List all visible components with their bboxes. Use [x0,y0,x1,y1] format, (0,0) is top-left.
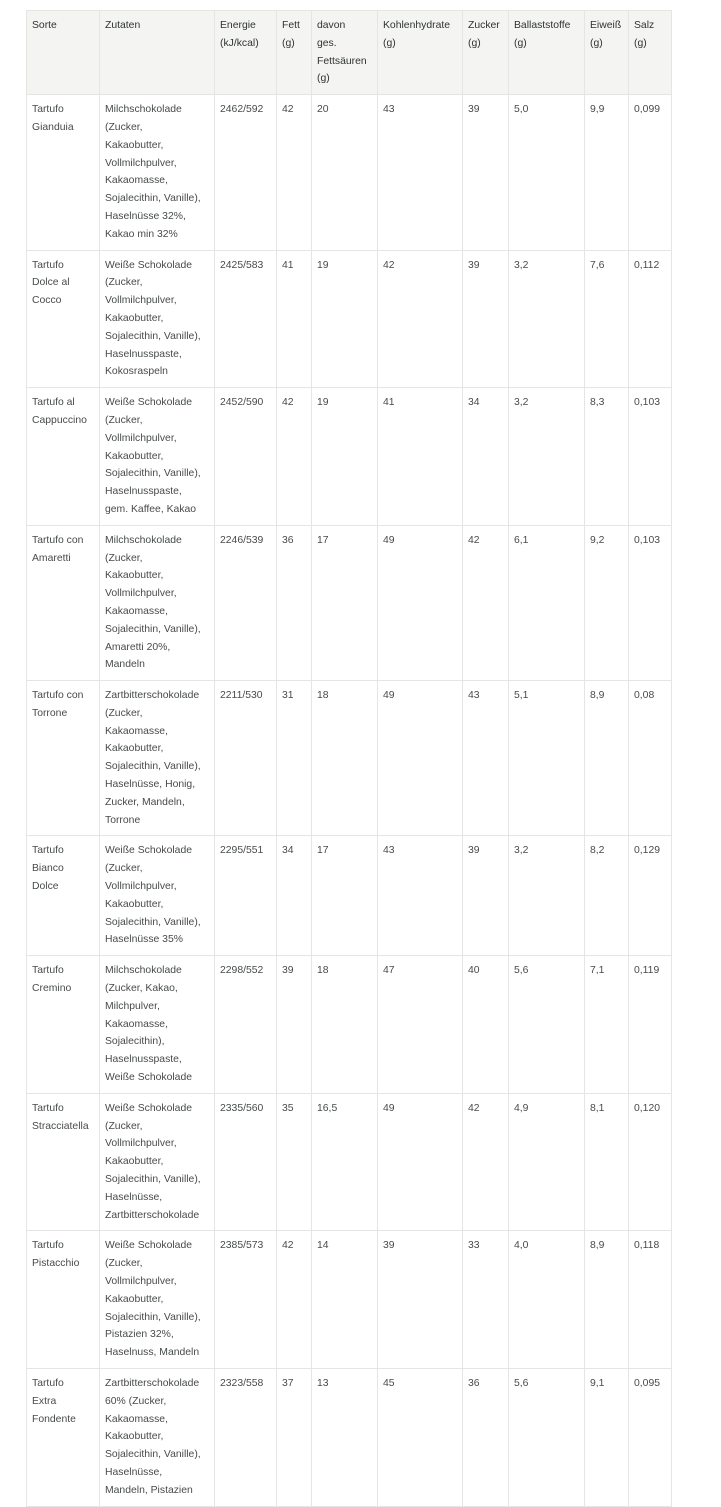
cell-zutaten [100,956,215,1094]
cell-salz: 0,119 [629,956,672,1094]
header-label: Sorte [32,20,57,31]
cell-sorte [27,956,100,1094]
header-kohlenhydrate [378,11,463,95]
cell-zutaten [100,681,215,836]
cell-fett: 35 [277,1093,312,1231]
table-row [27,525,672,680]
cell-fett: 41 [277,250,312,388]
cell-zucker: 39 [463,250,509,388]
cell-ballaststoffe: 4,0 [509,1231,585,1369]
cell-salz: 0,08 [629,681,672,836]
cell-zucker: 42 [463,1093,509,1231]
cell-sorte [27,525,100,680]
cell-ges: 19 [312,388,378,526]
cell-text: Milchschokolade (Zucker, Kakaobutter, Vollmilchpulver, Kakaomasse, Sojalecithin, Vanille), Amaretti 20%, Mandeln [105,534,201,671]
cell-ballaststoffe: 5,6 [509,1368,585,1506]
cell-text: Weiße Schokolade (Zucker, Vollmilchpulver, Kakaobutter, Sojalecithin, Vanille), Haselnusspaste, Kokosraspeln [105,259,201,378]
table-row [27,681,672,836]
cell-text: Weiße Schokolade (Zucker, Vollmilchpulver, Kakaobutter, Sojalecithin, Vanille), Haselnüsse 35% [105,845,201,946]
cell-ballaststoffe: 5,1 [509,681,585,836]
cell-energie: 2335/560 [215,1093,277,1231]
header-label: Fett (g) [282,20,300,49]
cell-energie: 2385/573 [215,1231,277,1369]
cell-ballaststoffe: 3,2 [509,836,585,956]
cell-energie: 2246/539 [215,525,277,680]
cell-fett: 31 [277,681,312,836]
cell-ges: 19 [312,250,378,388]
cell-text: Weiße Schokolade (Zucker, Vollmilchpulver, Kakaobutter, Sojalecithin, Vanille), Haselnusspaste, gem. Kaffee, Kakao [105,397,201,515]
cell-text: Tartufo con Torrone [32,690,84,719]
cell-sorte [27,388,100,526]
cell-text: Tartufo Dolce al Cocco [32,259,70,307]
header-label: Zutaten [105,20,141,31]
cell-ballaststoffe: 3,2 [509,250,585,388]
cell-eiweiss: 9,2 [585,525,629,680]
cell-eiweiss: 8,2 [585,836,629,956]
cell-kohlenhydrate: 43 [378,836,463,956]
cell-energie: 2452/590 [215,388,277,526]
cell-kohlenhydrate: 43 [378,95,463,250]
header-label: davon ges. Fettsäuren (g) [317,20,367,85]
cell-zutaten [100,1231,215,1369]
cell-zucker: 33 [463,1231,509,1369]
cell-eiweiss: 8,9 [585,1231,629,1369]
cell-text: Weiße Schokolade (Zucker, Vollmilchpulver, Kakaobutter, Sojalecithin, Vanille), Haselnüsse, Zartbitterschokolade [105,1102,201,1221]
nutrition-table [26,10,672,1507]
cell-kohlenhydrate: 41 [378,388,463,526]
cell-energie: 2298/552 [215,956,277,1094]
cell-sorte [27,250,100,388]
cell-sorte [27,1231,100,1369]
cell-text: Tartufo Bianco Dolce [32,845,64,893]
cell-eiweiss: 9,9 [585,95,629,250]
cell-ges: 17 [312,525,378,680]
header-fett [277,11,312,95]
cell-fett: 37 [277,1368,312,1506]
header-sorte [27,11,100,95]
header-zucker [463,11,509,95]
cell-zutaten [100,1093,215,1231]
cell-fett: 42 [277,388,312,526]
cell-salz: 0,103 [629,525,672,680]
cell-energie: 2323/558 [215,1368,277,1506]
cell-text: Tartufo con Amaretti [32,534,84,564]
cell-ges: 13 [312,1368,378,1506]
header-zutaten [100,11,215,95]
header-gesaettigte-fettsaeuren [312,11,378,95]
table-row [27,1093,672,1231]
cell-text: Weiße Schokolade (Zucker, Vollmilchpulver, Kakaobutter, Sojalecithin, Vanille), Pistazien 32%, Haselnuss, Mandeln [105,1240,201,1359]
cell-ges: 17 [312,836,378,956]
cell-eiweiss: 8,9 [585,681,629,836]
cell-salz: 0,095 [629,1368,672,1506]
cell-ges: 20 [312,95,378,250]
cell-zucker: 42 [463,525,509,680]
cell-salz: 0,129 [629,836,672,956]
cell-ges: 14 [312,1231,378,1369]
cell-text: Milchschokolade (Zucker, Kakao, Milchpulver, Kakaomasse, Sojalecithin), Haselnusspaste, Weiße Schokolade [105,965,193,1084]
cell-fett: 39 [277,956,312,1094]
cell-eiweiss: 8,1 [585,1093,629,1231]
cell-kohlenhydrate: 39 [378,1231,463,1369]
cell-ballaststoffe: 4,9 [509,1093,585,1231]
cell-sorte [27,1368,100,1506]
cell-ges: 18 [312,956,378,1094]
cell-kohlenhydrate: 49 [378,681,463,836]
table-row [27,95,672,250]
cell-ges: 16,5 [312,1093,378,1231]
cell-fett: 36 [277,525,312,680]
cell-salz: 0,103 [629,388,672,526]
cell-fett: 34 [277,836,312,956]
header-label: Energie (kJ/kcal) [220,20,259,49]
cell-energie: 2295/551 [215,836,277,956]
cell-zutaten [100,388,215,526]
cell-text: Tartufo Pistacchio [32,1240,80,1270]
header-label: Ballaststoffe (g) [514,20,571,49]
cell-kohlenhydrate: 49 [378,525,463,680]
cell-ballaststoffe: 5,6 [509,956,585,1094]
cell-zutaten [100,525,215,680]
table-row [27,956,672,1094]
header-label: Salz (g) [634,20,655,49]
cell-kohlenhydrate: 49 [378,1093,463,1231]
cell-kohlenhydrate: 45 [378,1368,463,1506]
cell-text: Zartbitterschokolade 60% (Zucker, Kakaomasse, Kakaobutter, Sojalecithin, Vanille), Haselnüsse, Mandeln, Pistazien [105,1377,201,1496]
header-label: Kohlenhydrate (g) [383,20,451,49]
cell-text: Milchschokolade (Zucker, Kakaobutter, Vollmilchpulver, Kakaomasse, Sojalecithin, Vanille), Haselnüsse 32%, Kakao min 32% [105,104,201,240]
cell-fett: 42 [277,1231,312,1369]
cell-eiweiss: 8,3 [585,388,629,526]
table-row [27,836,672,956]
cell-ballaststoffe: 3,2 [509,388,585,526]
cell-kohlenhydrate: 42 [378,250,463,388]
cell-energie: 2462/592 [215,95,277,250]
cell-text: Tartufo Stracciatella [32,1102,89,1132]
table-row [27,388,672,526]
cell-zucker: 36 [463,1368,509,1506]
header-label: Eiweiß (g) [590,20,622,49]
cell-energie: 2425/583 [215,250,277,388]
cell-zucker: 39 [463,95,509,250]
cell-zucker: 39 [463,836,509,956]
cell-text: Tartufo Cremino [32,965,72,995]
cell-salz: 0,099 [629,95,672,250]
header-row [27,11,672,95]
header-ballaststoffe [509,11,585,95]
cell-sorte [27,681,100,836]
cell-eiweiss: 7,1 [585,956,629,1094]
cell-eiweiss: 7,6 [585,250,629,388]
table-row [27,250,672,388]
table-row [27,1231,672,1369]
cell-sorte [27,1093,100,1231]
cell-zutaten [100,836,215,956]
cell-ballaststoffe: 6,1 [509,525,585,680]
cell-sorte [27,836,100,956]
table-header [27,11,672,95]
cell-ges: 18 [312,681,378,836]
cell-zucker: 34 [463,388,509,526]
cell-zutaten [100,1368,215,1506]
table-body [27,95,672,1506]
cell-zucker: 40 [463,956,509,1094]
cell-text: Zartbitterschokolade (Zucker, Kakaomasse, Kakaobutter, Sojalecithin, Vanille), Haselnüsse, Honig, Zucker, Mandeln, Torrone [105,690,201,826]
table-row [27,1368,672,1506]
cell-zutaten [100,250,215,388]
cell-kohlenhydrate: 47 [378,956,463,1094]
nutrition-table-container [26,10,671,1507]
cell-salz: 0,118 [629,1231,672,1369]
cell-zucker: 43 [463,681,509,836]
cell-fett: 42 [277,95,312,250]
cell-energie: 2211/530 [215,681,277,836]
cell-text: Tartufo Gianduia [32,104,74,133]
cell-text: Tartufo al Cappuccino [32,397,87,426]
cell-zutaten [100,95,215,250]
cell-sorte [27,95,100,250]
cell-text: Tartufo Extra Fondente [32,1377,76,1425]
header-label: Zucker (g) [468,20,500,49]
cell-salz: 0,120 [629,1093,672,1231]
cell-salz: 0,112 [629,250,672,388]
header-energie [215,11,277,95]
header-salz [629,11,672,95]
cell-eiweiss: 9,1 [585,1368,629,1506]
cell-ballaststoffe: 5,0 [509,95,585,250]
header-eiweiss [585,11,629,95]
